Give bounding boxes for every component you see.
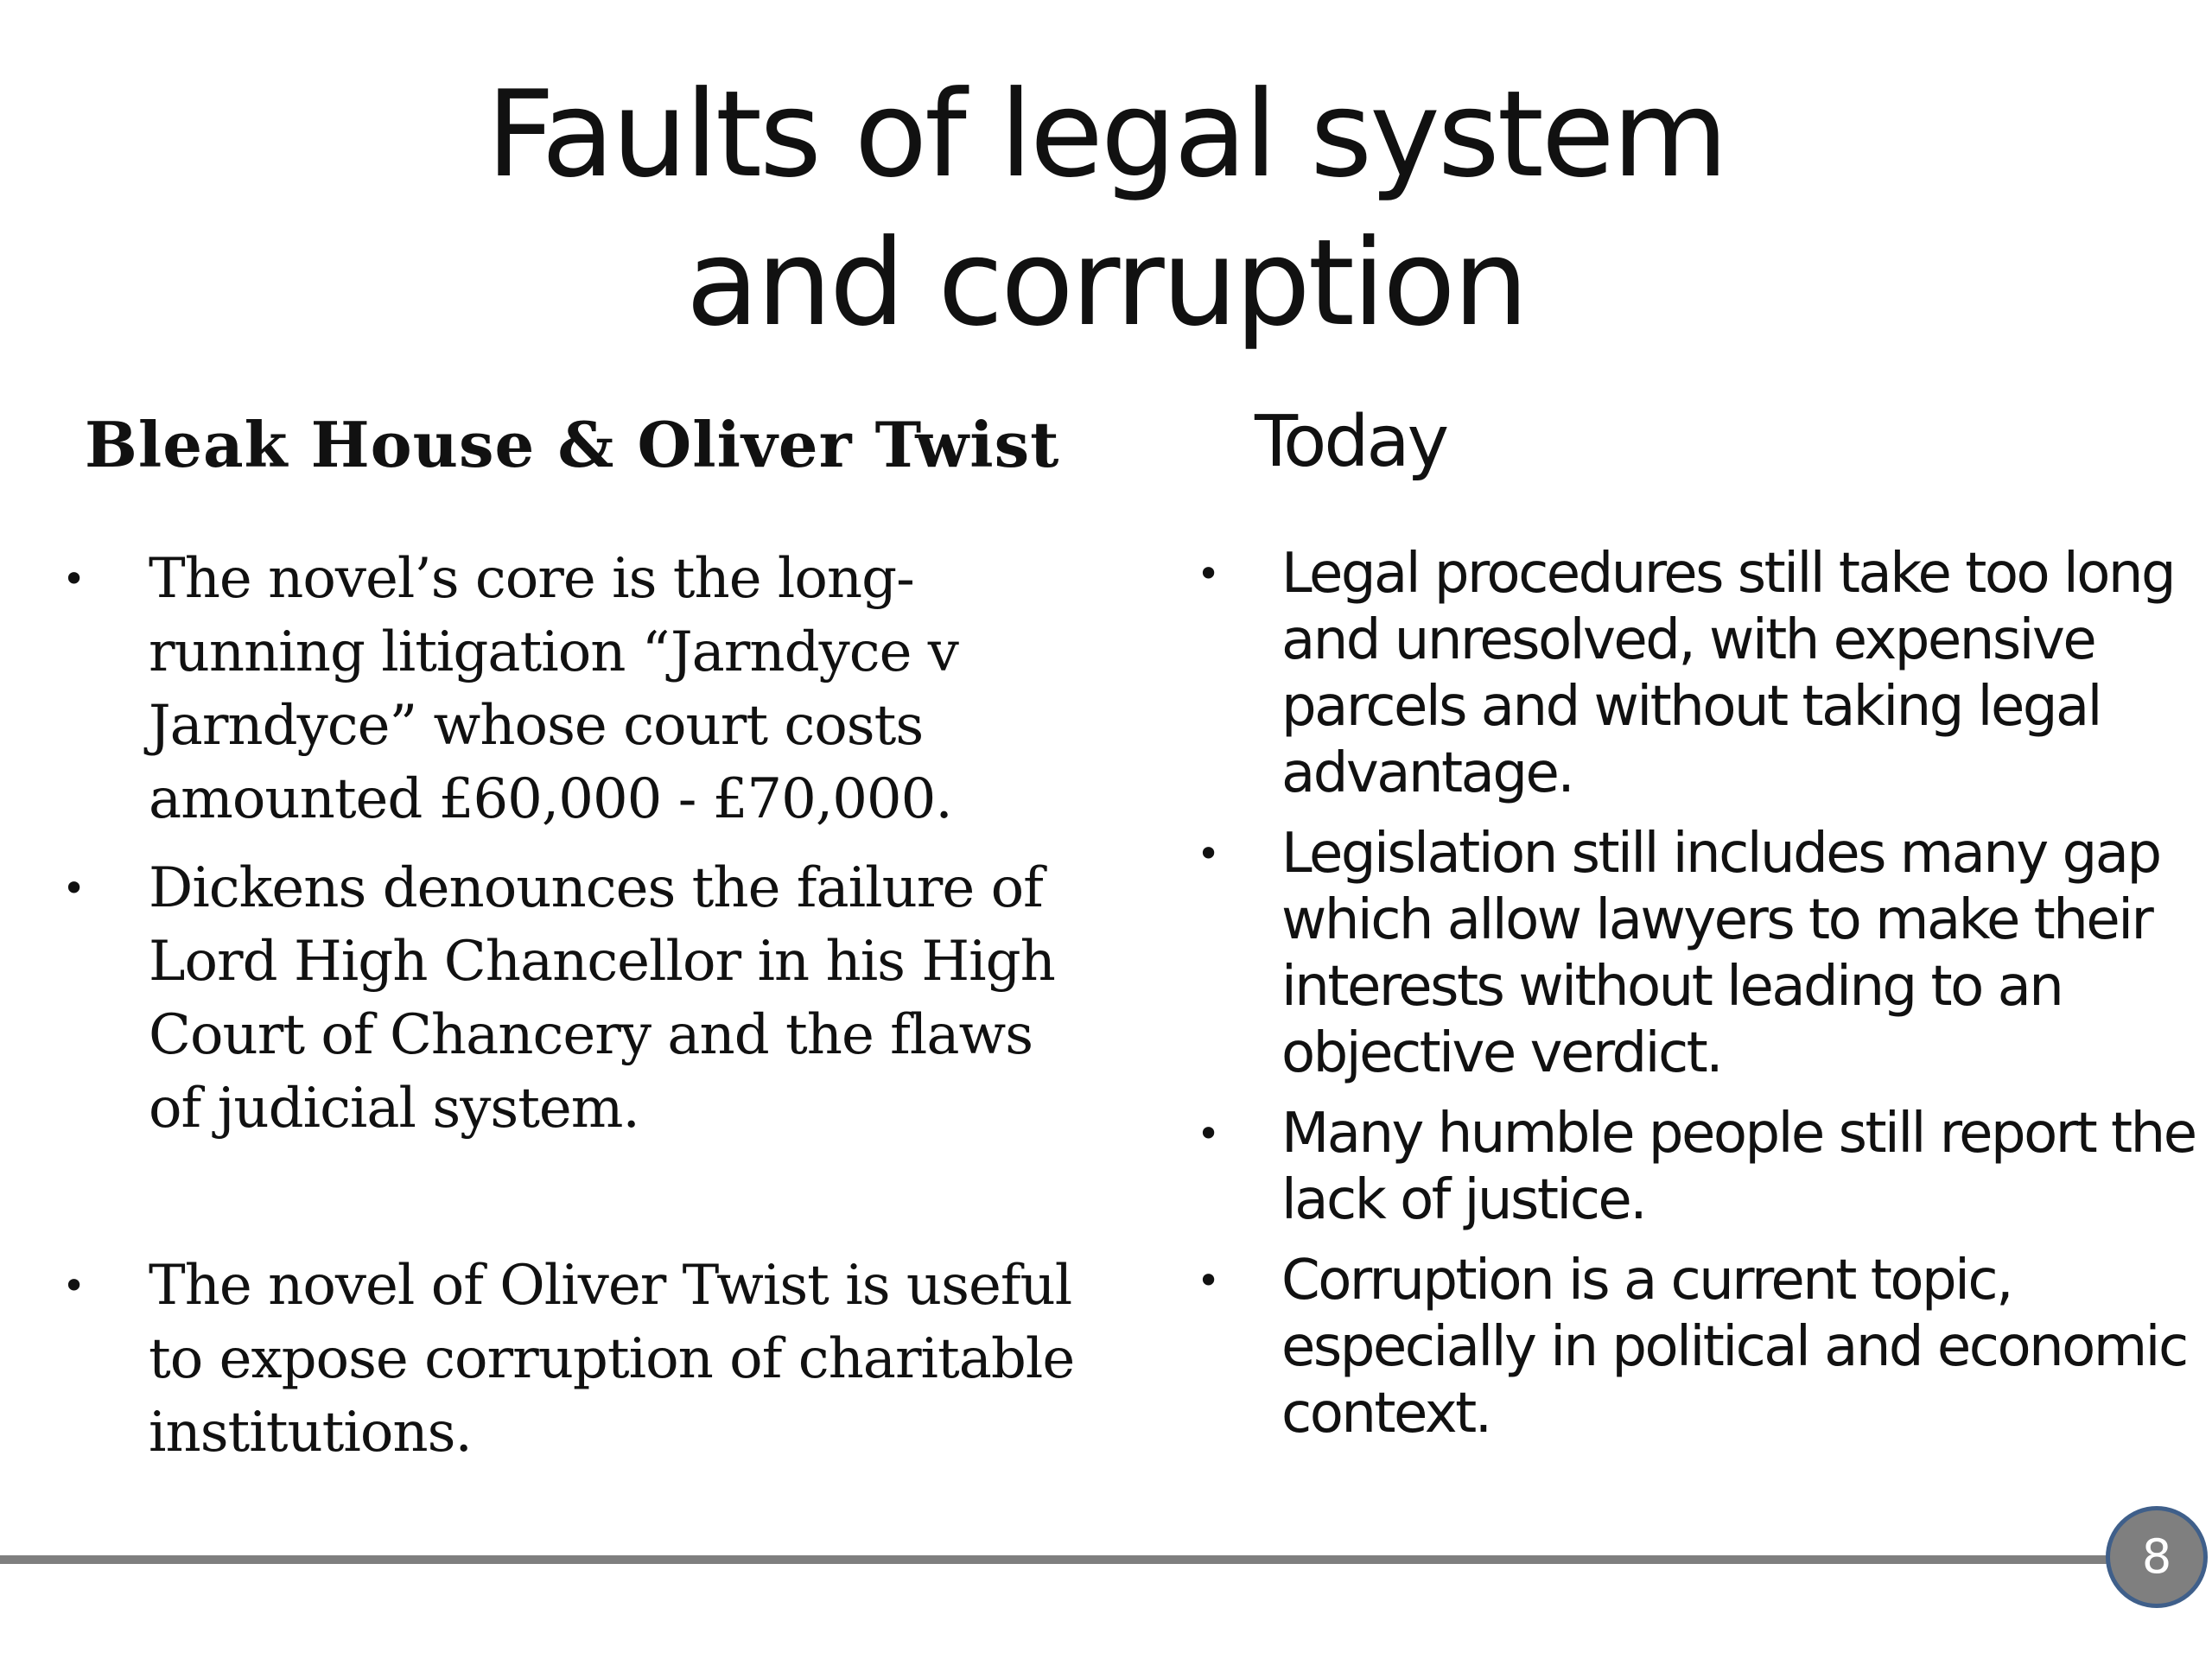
bullet-icon: • (1197, 830, 1218, 877)
slide-title-line-1: Faults of legal system (486, 65, 1726, 204)
left-bullet-item (62, 1249, 1099, 1470)
right-column-heading: Today (1255, 401, 1447, 483)
right-bullet-text: Legal procedures still take too long and unresolved, with expensive parcels and without taking legal advantage. (1281, 542, 2175, 805)
slide-title-line-2: and corruption (685, 213, 1527, 353)
right-bullet-text: Corruption is a current topic, especially in political and economic context. (1281, 1249, 2187, 1446)
right-bullet-text: Many humble people still report the lack of justice. (1281, 1102, 2196, 1232)
bullet-icon: • (62, 556, 86, 602)
left-bullet-list (62, 543, 1099, 1470)
right-bullet-text: Legislation still includes many gap which allow lawyers to make their interests without leading to an objective verdict. (1281, 822, 2160, 1085)
left-bullet-text: The novel’s core is the long-running litigation “Jarndyce v Jarndyce” whose court costs amounted £60,000 - £70,000. (149, 547, 958, 831)
left-column-heading: Bleak House & Oliver Twist (85, 408, 1060, 481)
bullet-icon: • (62, 865, 86, 912)
bullet-icon: • (1197, 1257, 1218, 1304)
bullet-icon: • (1197, 550, 1218, 597)
page-number-badge: 8 (2106, 1506, 2208, 1608)
right-bullet-item (1197, 1248, 2199, 1447)
footer-divider (0, 1555, 2126, 1564)
right-bullet-item (1197, 541, 2199, 807)
right-bullet-list (1197, 541, 2199, 1447)
left-bullet-text: The novel of Oliver Twist is useful to expose corruption of charitable institutions. (149, 1254, 1075, 1465)
bullet-icon: • (1197, 1110, 1218, 1157)
right-bullet-item (1197, 821, 2199, 1087)
left-bullet-text: Dickens denounces the failure of Lord High Chancellor in his High Court of Chancery and the flaws of judicial system. (149, 856, 1055, 1141)
slide-title (0, 60, 2212, 358)
left-bullet-item (62, 543, 1099, 836)
left-bullet-item (62, 852, 1099, 1146)
right-bullet-item (1197, 1101, 2199, 1234)
bullet-icon: • (62, 1262, 86, 1309)
